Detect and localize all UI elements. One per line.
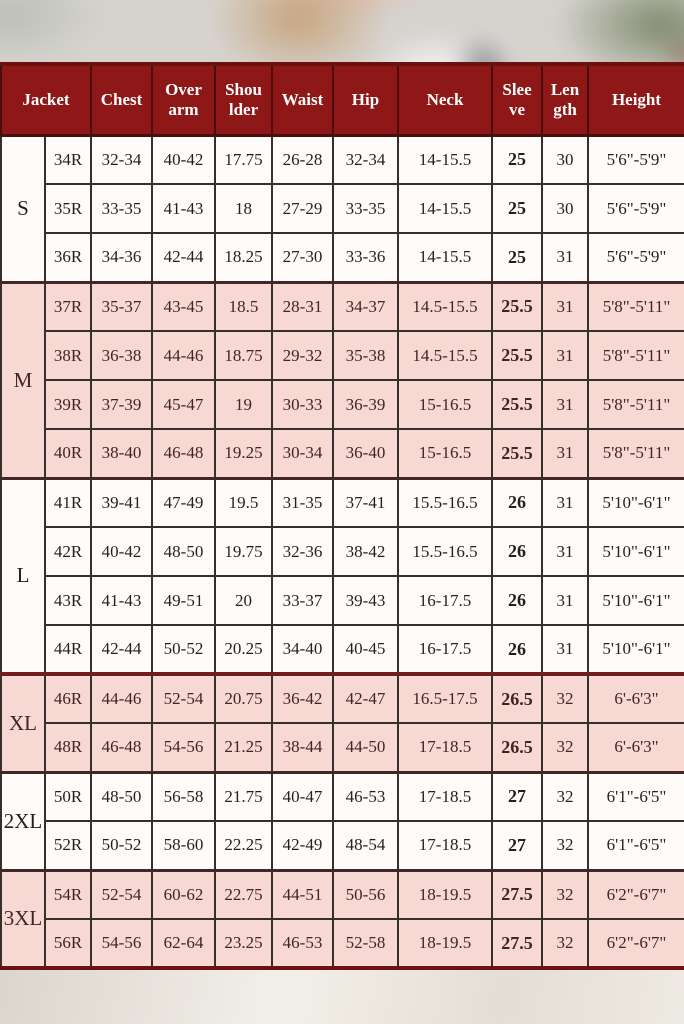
col-header-over-arm: Over arm xyxy=(152,64,215,135)
measure-cell-chest: 39-41 xyxy=(91,478,152,527)
jacket-size-cell: 37R xyxy=(45,282,91,331)
measure-cell-over-arm: 60-62 xyxy=(152,870,215,919)
measure-cell-slee-ve: 26.5 xyxy=(492,723,542,772)
measure-cell-height: 6'2"-6'7" xyxy=(588,870,684,919)
size-table-header xyxy=(1,64,684,135)
measure-cell-height: 5'10"-6'1" xyxy=(588,576,684,625)
measure-cell-hip: 39-43 xyxy=(333,576,398,625)
jacket-size-cell: 50R xyxy=(45,772,91,821)
measure-cell-len-gth: 31 xyxy=(542,576,588,625)
table-row-56r xyxy=(1,919,684,968)
measure-cell-over-arm: 58-60 xyxy=(152,821,215,870)
measure-cell-chest: 36-38 xyxy=(91,331,152,380)
col-header-len-gth: Len gth xyxy=(542,64,588,135)
header-row xyxy=(1,64,684,135)
measure-cell-len-gth: 31 xyxy=(542,527,588,576)
measure-cell-neck: 15-16.5 xyxy=(398,429,492,478)
measure-cell-slee-ve: 25 xyxy=(492,135,542,184)
measure-cell-neck: 18-19.5 xyxy=(398,919,492,968)
col-header-chest: Chest xyxy=(91,64,152,135)
measure-cell-hip: 42-47 xyxy=(333,674,398,723)
measure-cell-shou-lder: 19.25 xyxy=(215,429,272,478)
measure-cell-shou-lder: 20 xyxy=(215,576,272,625)
measure-cell-shou-lder: 18.5 xyxy=(215,282,272,331)
measure-cell-len-gth: 31 xyxy=(542,331,588,380)
measure-cell-waist: 36-42 xyxy=(272,674,333,723)
measure-cell-over-arm: 54-56 xyxy=(152,723,215,772)
table-row-42r xyxy=(1,527,684,576)
measure-cell-height: 5'8"-5'11" xyxy=(588,429,684,478)
jacket-size-cell: 43R xyxy=(45,576,91,625)
measure-cell-neck: 17-18.5 xyxy=(398,821,492,870)
measure-cell-slee-ve: 25.5 xyxy=(492,429,542,478)
group-label-m: M xyxy=(1,282,45,478)
table-row-46r xyxy=(1,674,684,723)
measure-cell-hip: 34-37 xyxy=(333,282,398,331)
measure-cell-shou-lder: 22.25 xyxy=(215,821,272,870)
table-row-54r xyxy=(1,870,684,919)
measure-cell-slee-ve: 26.5 xyxy=(492,674,542,723)
measure-cell-slee-ve: 27.5 xyxy=(492,919,542,968)
measure-cell-hip: 36-40 xyxy=(333,429,398,478)
measure-cell-hip: 33-35 xyxy=(333,184,398,233)
measure-cell-height: 5'6"-5'9" xyxy=(588,184,684,233)
measure-cell-over-arm: 47-49 xyxy=(152,478,215,527)
measure-cell-hip: 46-53 xyxy=(333,772,398,821)
table-row-43r xyxy=(1,576,684,625)
measure-cell-slee-ve: 26 xyxy=(492,625,542,674)
measure-cell-chest: 35-37 xyxy=(91,282,152,331)
measure-cell-chest: 54-56 xyxy=(91,919,152,968)
measure-cell-height: 5'10"-6'1" xyxy=(588,478,684,527)
measure-cell-height: 5'8"-5'11" xyxy=(588,380,684,429)
measure-cell-waist: 27-30 xyxy=(272,233,333,282)
measure-cell-neck: 14.5-15.5 xyxy=(398,282,492,331)
table-row-34r xyxy=(1,135,684,184)
measure-cell-shou-lder: 18.25 xyxy=(215,233,272,282)
measure-cell-waist: 44-51 xyxy=(272,870,333,919)
measure-cell-neck: 15-16.5 xyxy=(398,380,492,429)
measure-cell-hip: 33-36 xyxy=(333,233,398,282)
measure-cell-chest: 33-35 xyxy=(91,184,152,233)
measure-cell-slee-ve: 26 xyxy=(492,478,542,527)
measure-cell-over-arm: 44-46 xyxy=(152,331,215,380)
col-header-jacket: Jacket xyxy=(1,64,91,135)
measure-cell-waist: 27-29 xyxy=(272,184,333,233)
measure-cell-neck: 16-17.5 xyxy=(398,576,492,625)
measure-cell-hip: 48-54 xyxy=(333,821,398,870)
measure-cell-chest: 32-34 xyxy=(91,135,152,184)
measure-cell-neck: 14.5-15.5 xyxy=(398,331,492,380)
measure-cell-len-gth: 31 xyxy=(542,478,588,527)
table-row-41r xyxy=(1,478,684,527)
measure-cell-waist: 34-40 xyxy=(272,625,333,674)
measure-cell-shou-lder: 22.75 xyxy=(215,870,272,919)
group-label-2xl: 2XL xyxy=(1,772,45,870)
table-row-40r xyxy=(1,429,684,478)
jacket-size-cell: 42R xyxy=(45,527,91,576)
measure-cell-over-arm: 43-45 xyxy=(152,282,215,331)
measure-cell-slee-ve: 25 xyxy=(492,184,542,233)
measure-cell-over-arm: 48-50 xyxy=(152,527,215,576)
measure-cell-hip: 52-58 xyxy=(333,919,398,968)
measure-cell-height: 6'-6'3" xyxy=(588,723,684,772)
measure-cell-slee-ve: 27 xyxy=(492,772,542,821)
measure-cell-height: 6'2"-6'7" xyxy=(588,919,684,968)
measure-cell-height: 5'10"-6'1" xyxy=(588,625,684,674)
col-header-neck: Neck xyxy=(398,64,492,135)
measure-cell-len-gth: 32 xyxy=(542,772,588,821)
jacket-size-cell: 40R xyxy=(45,429,91,478)
measure-cell-len-gth: 31 xyxy=(542,282,588,331)
measure-cell-over-arm: 46-48 xyxy=(152,429,215,478)
measure-cell-waist: 30-33 xyxy=(272,380,333,429)
measure-cell-waist: 26-28 xyxy=(272,135,333,184)
measure-cell-slee-ve: 26 xyxy=(492,527,542,576)
measure-cell-slee-ve: 25.5 xyxy=(492,380,542,429)
measure-cell-neck: 14-15.5 xyxy=(398,233,492,282)
measure-cell-shou-lder: 23.25 xyxy=(215,919,272,968)
measure-cell-hip: 35-38 xyxy=(333,331,398,380)
measure-cell-over-arm: 45-47 xyxy=(152,380,215,429)
table-row-44r xyxy=(1,625,684,674)
measure-cell-over-arm: 42-44 xyxy=(152,233,215,282)
measure-cell-chest: 44-46 xyxy=(91,674,152,723)
measure-cell-neck: 17-18.5 xyxy=(398,723,492,772)
measure-cell-hip: 32-34 xyxy=(333,135,398,184)
measure-cell-len-gth: 32 xyxy=(542,723,588,772)
jacket-size-cell: 38R xyxy=(45,331,91,380)
measure-cell-height: 5'8"-5'11" xyxy=(588,282,684,331)
table-row-39r xyxy=(1,380,684,429)
measure-cell-slee-ve: 25.5 xyxy=(492,331,542,380)
measure-cell-height: 6'1"-6'5" xyxy=(588,821,684,870)
measure-cell-over-arm: 50-52 xyxy=(152,625,215,674)
measure-cell-neck: 14-15.5 xyxy=(398,184,492,233)
measure-cell-waist: 33-37 xyxy=(272,576,333,625)
measure-cell-hip: 38-42 xyxy=(333,527,398,576)
table-row-48r xyxy=(1,723,684,772)
group-label-l: L xyxy=(1,478,45,674)
measure-cell-hip: 50-56 xyxy=(333,870,398,919)
measure-cell-shou-lder: 20.25 xyxy=(215,625,272,674)
col-header-hip: Hip xyxy=(333,64,398,135)
measure-cell-chest: 50-52 xyxy=(91,821,152,870)
measure-cell-shou-lder: 19.5 xyxy=(215,478,272,527)
jacket-size-cell: 48R xyxy=(45,723,91,772)
measure-cell-shou-lder: 21.25 xyxy=(215,723,272,772)
col-header-slee-ve: Slee ve xyxy=(492,64,542,135)
col-header-height: Height xyxy=(588,64,684,135)
jacket-size-cell: 39R xyxy=(45,380,91,429)
measure-cell-shou-lder: 19.75 xyxy=(215,527,272,576)
measure-cell-len-gth: 32 xyxy=(542,919,588,968)
col-header-waist: Waist xyxy=(272,64,333,135)
measure-cell-shou-lder: 20.75 xyxy=(215,674,272,723)
measure-cell-len-gth: 32 xyxy=(542,870,588,919)
measure-cell-hip: 37-41 xyxy=(333,478,398,527)
group-label-xl: XL xyxy=(1,674,45,772)
measure-cell-waist: 30-34 xyxy=(272,429,333,478)
measure-cell-over-arm: 40-42 xyxy=(152,135,215,184)
measure-cell-chest: 42-44 xyxy=(91,625,152,674)
measure-cell-chest: 52-54 xyxy=(91,870,152,919)
measure-cell-waist: 42-49 xyxy=(272,821,333,870)
table-row-38r xyxy=(1,331,684,380)
table-row-50r xyxy=(1,772,684,821)
measure-cell-len-gth: 30 xyxy=(542,184,588,233)
measure-cell-hip: 36-39 xyxy=(333,380,398,429)
measure-cell-waist: 32-36 xyxy=(272,527,333,576)
size-table xyxy=(0,62,684,970)
measure-cell-chest: 48-50 xyxy=(91,772,152,821)
measure-cell-shou-lder: 17.75 xyxy=(215,135,272,184)
jacket-size-cell: 36R xyxy=(45,233,91,282)
measure-cell-chest: 37-39 xyxy=(91,380,152,429)
table-row-36r xyxy=(1,233,684,282)
measure-cell-chest: 41-43 xyxy=(91,576,152,625)
table-row-52r xyxy=(1,821,684,870)
measure-cell-neck: 15.5-16.5 xyxy=(398,478,492,527)
jacket-size-cell: 35R xyxy=(45,184,91,233)
measure-cell-len-gth: 31 xyxy=(542,429,588,478)
measure-cell-chest: 46-48 xyxy=(91,723,152,772)
jacket-size-cell: 46R xyxy=(45,674,91,723)
measure-cell-waist: 29-32 xyxy=(272,331,333,380)
measure-cell-over-arm: 49-51 xyxy=(152,576,215,625)
measure-cell-over-arm: 62-64 xyxy=(152,919,215,968)
measure-cell-height: 5'8"-5'11" xyxy=(588,331,684,380)
measure-cell-neck: 14-15.5 xyxy=(398,135,492,184)
measure-cell-len-gth: 31 xyxy=(542,233,588,282)
table-row-35r xyxy=(1,184,684,233)
jacket-size-cell: 52R xyxy=(45,821,91,870)
measure-cell-slee-ve: 27 xyxy=(492,821,542,870)
measure-cell-len-gth: 32 xyxy=(542,821,588,870)
measure-cell-height: 5'6"-5'9" xyxy=(588,233,684,282)
measure-cell-neck: 18-19.5 xyxy=(398,870,492,919)
measure-cell-hip: 44-50 xyxy=(333,723,398,772)
table-row-37r xyxy=(1,282,684,331)
measure-cell-over-arm: 41-43 xyxy=(152,184,215,233)
measure-cell-height: 5'6"-5'9" xyxy=(588,135,684,184)
measure-cell-waist: 38-44 xyxy=(272,723,333,772)
measure-cell-waist: 31-35 xyxy=(272,478,333,527)
measure-cell-shou-lder: 19 xyxy=(215,380,272,429)
measure-cell-len-gth: 32 xyxy=(542,674,588,723)
measure-cell-height: 6'1"-6'5" xyxy=(588,772,684,821)
measure-cell-height: 6'-6'3" xyxy=(588,674,684,723)
measure-cell-hip: 40-45 xyxy=(333,625,398,674)
measure-cell-chest: 40-42 xyxy=(91,527,152,576)
group-label-s: S xyxy=(1,135,45,282)
measure-cell-shou-lder: 18.75 xyxy=(215,331,272,380)
measure-cell-neck: 16-17.5 xyxy=(398,625,492,674)
measure-cell-chest: 34-36 xyxy=(91,233,152,282)
col-header-shou-lder: Shou lder xyxy=(215,64,272,135)
size-table-body xyxy=(1,135,684,968)
jacket-size-cell: 56R xyxy=(45,919,91,968)
measure-cell-waist: 46-53 xyxy=(272,919,333,968)
jacket-size-cell: 41R xyxy=(45,478,91,527)
measure-cell-neck: 16.5-17.5 xyxy=(398,674,492,723)
measure-cell-over-arm: 52-54 xyxy=(152,674,215,723)
measure-cell-slee-ve: 26 xyxy=(492,576,542,625)
jacket-size-cell: 34R xyxy=(45,135,91,184)
measure-cell-len-gth: 31 xyxy=(542,380,588,429)
measure-cell-waist: 40-47 xyxy=(272,772,333,821)
measure-cell-slee-ve: 25 xyxy=(492,233,542,282)
measure-cell-height: 5'10"-6'1" xyxy=(588,527,684,576)
group-label-3xl: 3XL xyxy=(1,870,45,968)
measure-cell-neck: 17-18.5 xyxy=(398,772,492,821)
measure-cell-len-gth: 31 xyxy=(542,625,588,674)
measure-cell-neck: 15.5-16.5 xyxy=(398,527,492,576)
measure-cell-over-arm: 56-58 xyxy=(152,772,215,821)
measure-cell-waist: 28-31 xyxy=(272,282,333,331)
jacket-size-cell: 54R xyxy=(45,870,91,919)
measure-cell-slee-ve: 27.5 xyxy=(492,870,542,919)
jacket-size-cell: 44R xyxy=(45,625,91,674)
measure-cell-shou-lder: 18 xyxy=(215,184,272,233)
measure-cell-chest: 38-40 xyxy=(91,429,152,478)
measure-cell-slee-ve: 25.5 xyxy=(492,282,542,331)
measure-cell-shou-lder: 21.75 xyxy=(215,772,272,821)
measure-cell-len-gth: 30 xyxy=(542,135,588,184)
